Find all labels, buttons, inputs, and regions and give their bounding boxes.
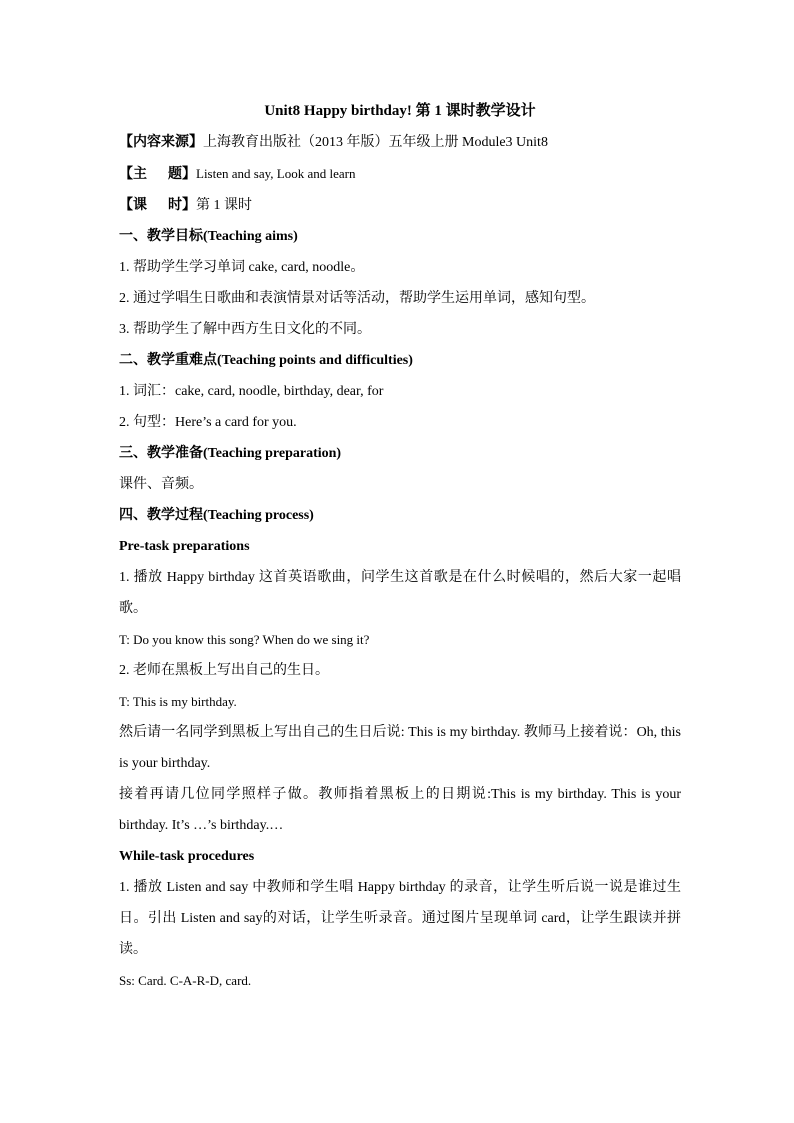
points-heading: 二、教学重难点(Teaching points and difficulties) xyxy=(119,353,413,368)
source-label: 【内容来源】 xyxy=(119,135,203,150)
meta-topic-line xyxy=(119,158,681,190)
aims-item-2: 2. 通过学唱生日歌曲和表演情景对话等活动，帮助学生运用单词，感知句型。 xyxy=(119,291,595,306)
meta-source-line xyxy=(119,127,681,158)
points-item-1: 1. 词汇：cake, card, noodle, birthday, dear, for xyxy=(119,384,384,399)
topic-value: Listen and say, Look and learn xyxy=(196,166,356,181)
pre-task-step-1: 1. 播放 Happy birthday 这首英语歌曲，问学生这首歌是在什么时候唱的，然后大家一起唱歌。 xyxy=(119,570,681,616)
aims-heading: 一、教学目标(Teaching aims) xyxy=(119,229,298,244)
pre-task-teacher-line-2: T: This is my birthday. xyxy=(119,694,237,709)
period-label: 【课 时】 xyxy=(119,198,196,213)
process-heading: 四、教学过程(Teaching process) xyxy=(119,508,314,523)
preparation-heading: 三、教学准备(Teaching preparation) xyxy=(119,446,342,461)
pre-task-step-4: 接着再请几位同学照样子做。教师指着黑板上的日期说:This is my birthday. This is your birthday. It’s …’s birthday.… xyxy=(119,787,681,833)
while-task-students-line: Ss: Card. C-A-R-D, card. xyxy=(119,973,252,988)
pre-task-teacher-line-1: T: Do you know this song? When do we sing it? xyxy=(119,632,370,647)
while-task-step-1: 1. 播放 Listen and say 中教师和学生唱 Happy birthday 的录音，让学生听后说一说是谁过生日。引出 Listen and say的对话，让学生听录音。通过图片呈现单词 card，让学生跟读并拼读。 xyxy=(119,880,681,957)
aims-item-3: 3. 帮助学生了解中西方生日文化的不同。 xyxy=(119,322,371,337)
pre-task-step-3: 然后请一名同学到黑板上写出自己的生日后说: This is my birthday. 教师马上接着说：Oh, this is your birthday. xyxy=(119,725,681,771)
document-body xyxy=(119,96,681,996)
source-value: 上海教育出版社（2013 年版）五年级上册 Module3 Unit8 xyxy=(203,135,548,150)
period-value: 第 1 课时 xyxy=(196,198,252,213)
points-item-2: 2. 句型：Here’s a card for you. xyxy=(119,415,297,430)
aims-item-1: 1. 帮助学生学习单词 cake, card, noodle。 xyxy=(119,260,365,275)
pre-task-heading: Pre-task preparations xyxy=(119,539,250,554)
while-task-heading: While-task procedures xyxy=(119,849,255,864)
document-title: Unit8 Happy birthday! 第 1 课时教学设计 xyxy=(264,103,536,119)
preparation-text: 课件、音频。 xyxy=(119,477,203,492)
topic-label: 【主 题】 xyxy=(119,167,196,182)
meta-period-line xyxy=(119,190,681,221)
pre-task-step-2: 2. 老师在黑板上写出自己的生日。 xyxy=(119,663,329,678)
